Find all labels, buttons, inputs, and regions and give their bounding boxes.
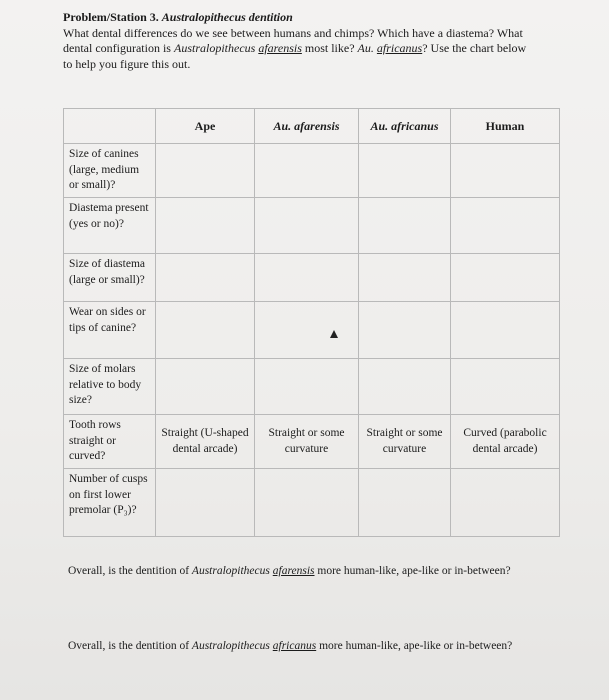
table-row (64, 198, 560, 254)
question-afarensis (68, 565, 511, 577)
answer-cell[interactable]: Curved (parabolic dental arcade) (451, 415, 560, 469)
column-header-afarensis: Au. afarensis (255, 109, 359, 144)
column-header-africanus: Au. africanus (359, 109, 451, 144)
answer-cell[interactable] (255, 359, 359, 415)
answer-cell[interactable] (451, 254, 560, 302)
answer-cell[interactable] (359, 302, 451, 359)
row-label: Tooth rows straight or curved? (64, 415, 156, 469)
title-prefix: Problem/Station 3. (63, 10, 159, 24)
prompt-text: dental configuration is (63, 41, 174, 55)
question-genus: Australopithecus (191, 565, 270, 577)
prompt-species: afarensis (258, 41, 302, 55)
answer-cell[interactable] (451, 469, 560, 537)
row-label: Diastema present (yes or no)? (64, 198, 156, 254)
problem-header (63, 10, 563, 72)
question-genus: Australopithecus (191, 640, 270, 652)
answer-cell[interactable] (451, 198, 560, 254)
prompt-genus-abbr: Au. (357, 41, 374, 55)
question-text: more human-like, ape-like or in-between? (314, 565, 511, 577)
title-italic: Australopithecus dentition (161, 10, 293, 24)
question-africanus (68, 640, 512, 652)
mouse-cursor-icon (330, 330, 338, 338)
question-text: Overall, is the dentition of (68, 565, 192, 577)
answer-cell[interactable] (156, 302, 255, 359)
answer-cell[interactable] (451, 359, 560, 415)
answer-cell[interactable]: Straight or some curvature (359, 415, 451, 469)
prompt-genus: Australopithecus (173, 41, 256, 55)
row-label: Size of canines (large, medium or small)? (64, 144, 156, 198)
table-row (64, 254, 560, 302)
problem-title (63, 10, 563, 26)
prompt-species: africanus (376, 41, 423, 55)
table-row (64, 302, 560, 359)
answer-cell[interactable]: Straight (U-shaped dental arcade) (156, 415, 255, 469)
answer-cell[interactable] (255, 469, 359, 537)
answer-cell[interactable] (451, 302, 560, 359)
row-label: Size of diastema (large or small)? (64, 254, 156, 302)
comparison-table (63, 108, 560, 537)
prompt-line-3: to help you figure this out. (63, 56, 191, 71)
prompt-text: ? Use the chart below (422, 41, 527, 55)
question-species: africanus (272, 640, 317, 652)
answer-cell[interactable] (156, 469, 255, 537)
prompt-line-1: What dental differences do we see between humans and chimps? Which have a diastema? What (63, 25, 523, 40)
answer-cell[interactable] (255, 302, 359, 359)
table-row (64, 415, 560, 469)
answer-cell[interactable] (359, 359, 451, 415)
table-row (64, 359, 560, 415)
corner-cell (64, 109, 156, 144)
row-label: Number of cusps on first lower premolar (P₃)? (64, 469, 156, 537)
answer-cell[interactable] (359, 254, 451, 302)
question-text: Overall, is the dentition of (68, 640, 192, 652)
answer-cell[interactable] (156, 198, 255, 254)
question-species: afarensis (272, 565, 315, 577)
answer-cell[interactable] (359, 144, 451, 198)
row-label: Wear on sides or tips of canine? (64, 302, 156, 359)
answer-cell[interactable] (156, 254, 255, 302)
prompt-text: most like? (301, 41, 358, 55)
answer-cell[interactable] (359, 469, 451, 537)
column-header-ape: Ape (156, 109, 255, 144)
answer-cell[interactable] (255, 144, 359, 198)
row-label: Size of molars relative to body size? (64, 359, 156, 415)
table-header-row (64, 109, 560, 144)
prompt-line-2 (63, 41, 563, 57)
table-row (64, 144, 560, 198)
table-row (64, 469, 560, 537)
answer-cell[interactable] (359, 198, 451, 254)
answer-cell[interactable] (255, 198, 359, 254)
answer-cell[interactable] (156, 144, 255, 198)
answer-cell[interactable] (451, 144, 560, 198)
answer-cell[interactable] (156, 359, 255, 415)
question-text: more human-like, ape-like or in-between? (316, 640, 513, 652)
answer-cell[interactable]: Straight or some curvature (255, 415, 359, 469)
column-header-human: Human (451, 109, 560, 144)
answer-cell[interactable] (255, 254, 359, 302)
